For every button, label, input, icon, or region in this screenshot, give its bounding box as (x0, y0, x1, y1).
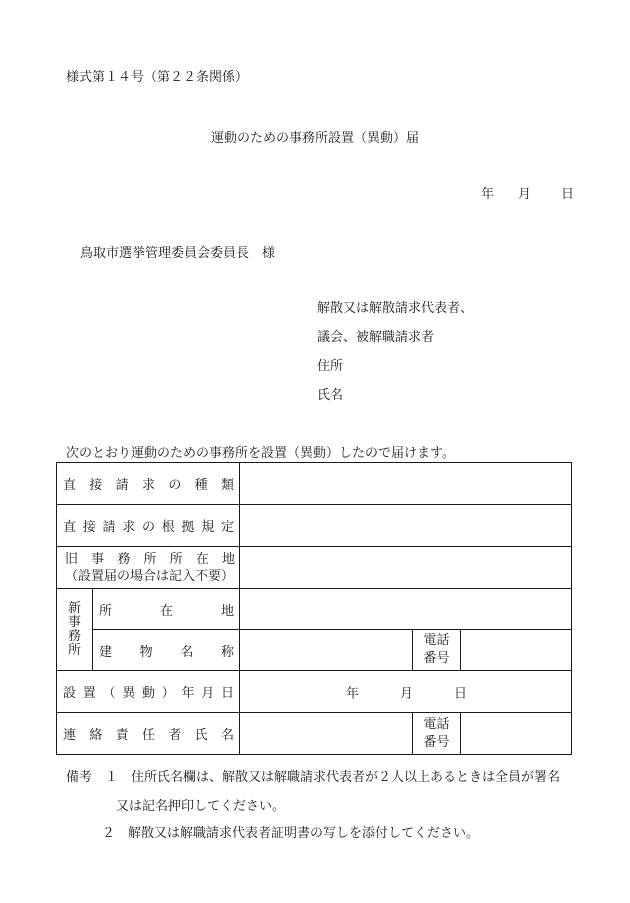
setup-date-year: 年 (346, 686, 360, 701)
label-char: 置 (82, 686, 96, 701)
label-char: （ (102, 686, 116, 701)
label-char: 年 (181, 686, 195, 701)
phone-label-new-office: 電話 番号 (413, 630, 461, 671)
building-name-field[interactable] (240, 630, 413, 671)
label-char: 月 (201, 686, 215, 701)
label-char: 所 (99, 603, 113, 619)
applicant-name-label: 氏名 (317, 388, 344, 403)
old-office-location-label (57, 547, 240, 589)
phone-field-new-office[interactable] (461, 630, 572, 671)
label-char: 名 (180, 644, 194, 660)
table-row (57, 713, 572, 755)
label-char: 所 (67, 642, 81, 658)
label-char: 在 (195, 551, 209, 567)
form-title: 運動のための事務所設置（異動）届 (210, 131, 419, 146)
label-char: 所 (169, 551, 183, 567)
label-char: 請 (102, 520, 116, 535)
label-char: 事 (91, 551, 105, 567)
label-char: 求 (141, 478, 155, 493)
new-office-location-label (93, 589, 240, 630)
setup-date-day: 日 (454, 686, 468, 701)
label-char: 規 (201, 520, 215, 535)
label-char: 氏 (194, 728, 208, 743)
contact-person-field[interactable] (240, 713, 413, 755)
form-number: 様式第１４号（第２２条関係） (66, 70, 249, 85)
label-char: 務 (67, 628, 81, 644)
label-char: 者 (168, 728, 182, 743)
label-char: 在 (160, 603, 174, 619)
label-char: 絡 (89, 728, 103, 743)
label-char: 所 (143, 551, 157, 567)
note-2: ２ 解散又は解職請求代表者証明書の写しを添付してください。 (102, 826, 480, 841)
new-office-label (57, 589, 93, 671)
label-char: 連 (63, 728, 77, 743)
old-office-note: （設置届の場合は記入不要） (65, 568, 235, 584)
date-day-label: 日 (561, 187, 575, 202)
label-char: 異 (122, 686, 136, 701)
label-char: 接 (89, 478, 103, 493)
applicant-address-label: 住所 (317, 359, 344, 374)
label-char: 設 (63, 686, 77, 701)
label-char: 種 (194, 478, 208, 493)
table-row (57, 547, 572, 589)
label-char: 請 (115, 478, 129, 493)
label-char: 物 (139, 644, 153, 660)
note-1: 備考 １ 住所氏名欄は、解散又は解職請求代表者が２人以上あるときは全員が署名 (66, 770, 561, 785)
label-char: 事 (67, 614, 81, 630)
date-year-label: 年 (481, 187, 495, 202)
table-row (57, 589, 572, 630)
label-char: 地 (221, 603, 235, 619)
legal-basis-field[interactable] (240, 505, 572, 547)
label-char: 称 (220, 644, 234, 660)
phone-field-contact[interactable] (461, 713, 572, 755)
label-char: 直 (63, 478, 77, 493)
legal-basis-label (57, 505, 240, 547)
setup-date-month: 月 (400, 686, 414, 701)
label-char: 拠 (181, 520, 195, 535)
old-office-location-field[interactable] (240, 547, 572, 589)
label-char: 責 (115, 728, 129, 743)
label-char: 務 (117, 551, 131, 567)
label-char: 直 (63, 520, 77, 535)
applicant-line-1: 解散又は解散請求代表者、 (317, 301, 474, 316)
new-office-location-field[interactable] (240, 589, 572, 630)
label-char: 類 (220, 478, 234, 493)
label-char: 新 (67, 600, 81, 616)
table-row (57, 463, 572, 505)
label-char: 旧 (65, 551, 79, 567)
applicant-line-2: 議会、被解職請求者 (317, 330, 435, 345)
label-char: の (168, 478, 182, 493)
table-row (57, 630, 572, 671)
setup-date-label (57, 671, 240, 713)
office-form-table (56, 462, 572, 755)
request-type-field[interactable] (240, 463, 572, 505)
label-char: 根 (161, 520, 175, 535)
request-type-label (57, 463, 240, 505)
label-char: 動 (142, 686, 156, 701)
label-char: 接 (82, 520, 96, 535)
table-row (57, 505, 572, 547)
table-row (57, 671, 572, 713)
label-char: 任 (141, 728, 155, 743)
label-char: 定 (221, 520, 235, 535)
addressee: 鳥取市選挙管理委員会委員長 様 (80, 246, 276, 261)
label-char: 建 (99, 644, 113, 660)
label-char: 求 (122, 520, 136, 535)
building-name-label (93, 630, 240, 671)
setup-date-field[interactable] (240, 671, 572, 713)
phone-label-contact: 電話 番号 (413, 713, 461, 755)
intro-text: 次のとおり運動のための事務所を設置（異動）したので届けます。 (66, 446, 455, 461)
contact-person-label (57, 713, 240, 755)
label-char: 名 (220, 728, 234, 743)
date-month-label: 月 (518, 187, 532, 202)
note-1-continued: 又は記名押印してください。 (116, 799, 286, 814)
label-char: ） (161, 686, 175, 701)
label-char: 日 (221, 686, 235, 701)
label-char: 地 (221, 551, 235, 567)
label-char: の (142, 520, 156, 535)
